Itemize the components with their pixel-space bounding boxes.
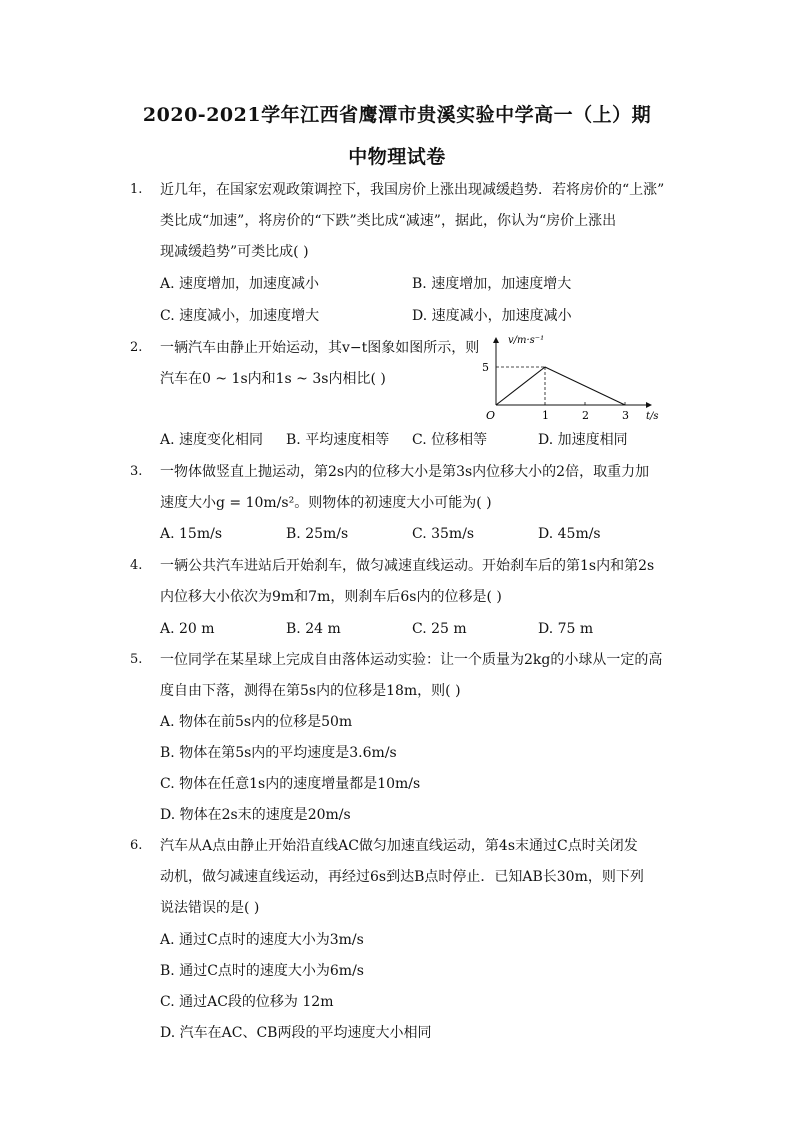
option-a: A. 20 m — [160, 621, 215, 637]
question-number: 6. — [130, 838, 143, 853]
vt-graph — [466, 330, 666, 425]
option-a: A. 速度增加，加速度减小 — [160, 276, 320, 292]
option-c: C. 物体在任意1s内的速度增量都是10m/s — [160, 776, 421, 792]
question-text-line: 类比成“加速”，将房价的“下跌”类比成“减速”，据此，你认为“房价上涨出 — [160, 213, 617, 229]
question-number: 1. — [130, 182, 143, 197]
question-text-line: 近几年，在国家宏观政策调控下，我国房价上涨出现减缓趋势．若将房价的“上涨” — [160, 182, 665, 198]
question-text-line: 速度大小g = 10m/s²。则物体的初速度大小可能为( ) — [160, 495, 492, 511]
origin-label: O — [486, 409, 496, 422]
question-text-line: 汽车从A点由静止开始沿直线AC做匀加速直线运动，第4s末通过C点时关闭发 — [160, 838, 638, 854]
option-d: D. 加速度相同 — [538, 432, 628, 448]
option-b: B. 通过C点时的速度大小为6m/s — [160, 963, 364, 979]
question-number: 3. — [130, 464, 143, 479]
option-a: A. 速度变化相同 — [160, 432, 264, 448]
question-text-line: 内位移大小依次为9m和7m，则刹车后6s内的位移是( ) — [160, 589, 502, 605]
question-text-line: 汽车在0 ~ 1s内和1s ~ 3s内相比( ) — [160, 371, 386, 387]
y-axis-label: v/m·s⁻¹ — [508, 335, 545, 346]
option-b: B. 平均速度相等 — [286, 432, 390, 448]
x-axis-label: t/s — [646, 411, 659, 422]
exam-title-line2: 中物理试卷 — [348, 146, 446, 168]
option-d: D. 物体在2s末的速度是20m/s — [160, 807, 351, 823]
option-b: B. 物体在第5s内的平均速度是3.6m/s — [160, 745, 397, 761]
x-tick-label: 1 — [542, 409, 549, 422]
x-tick-label: 3 — [622, 409, 629, 422]
question-text-line: 一辆汽车由静止开始运动，其v−t图象如图所示，则 — [160, 340, 480, 356]
option-c: C. 速度减小，加速度增大 — [160, 308, 320, 324]
option-d: D. 45m/s — [538, 526, 601, 542]
question-text-line: 一物体做竖直上抛运动，第2s内的位移大小是第3s内位移大小的2倍，取重力加 — [160, 464, 650, 480]
option-a: A. 通过C点时的速度大小为3m/s — [160, 932, 364, 948]
option-c: C. 35m/s — [412, 526, 475, 542]
question-text-line: 度自由下落，测得在第5s内的位移是18m，则( ) — [160, 683, 461, 699]
y-tick-label: 5 — [482, 361, 489, 374]
option-c: C. 25 m — [412, 621, 467, 637]
option-c: C. 位移相等 — [412, 432, 488, 448]
x-tick-label: 2 — [582, 409, 589, 422]
option-a: A. 15m/s — [160, 526, 223, 542]
option-d: D. 75 m — [538, 621, 594, 637]
question-text-line: 一位同学在某星球上完成自由落体运动实验：让一个质量为2kg的小球从一定的高 — [160, 652, 663, 668]
vt-line — [496, 367, 625, 405]
option-b: B. 24 m — [286, 621, 341, 637]
option-d: D. 汽车在AC、CB两段的平均速度大小相同 — [160, 1025, 432, 1041]
option-a: A. 物体在前5s内的位移是50m — [160, 714, 353, 730]
option-b: B. 25m/s — [286, 526, 349, 542]
question-text-line: 一辆公共汽车进站后开始刹车，做匀减速直线运动。开始刹车后的第1s内和第2s — [160, 558, 655, 574]
exam-title-line1: 2020-2021学年江西省鹰潭市贵溪实验中学高一（上）期 — [142, 104, 652, 126]
option-c: C. 通过AC段的位移为 12m — [160, 994, 334, 1010]
option-d: D. 速度减小，加速度减小 — [412, 308, 572, 324]
question-text-line: 说法错误的是( ) — [160, 900, 260, 916]
question-number: 4. — [130, 558, 143, 573]
question-text-line: 现减缓趋势”可类比成( ) — [160, 244, 309, 260]
option-b: B. 速度增加，加速度增大 — [412, 276, 572, 292]
question-text-line: 动机，做匀减速直线运动，再经过6s到达B点时停止．已知AB长30m，则下列 — [160, 869, 644, 885]
question-number: 5. — [130, 652, 143, 667]
question-number: 2. — [130, 340, 143, 355]
